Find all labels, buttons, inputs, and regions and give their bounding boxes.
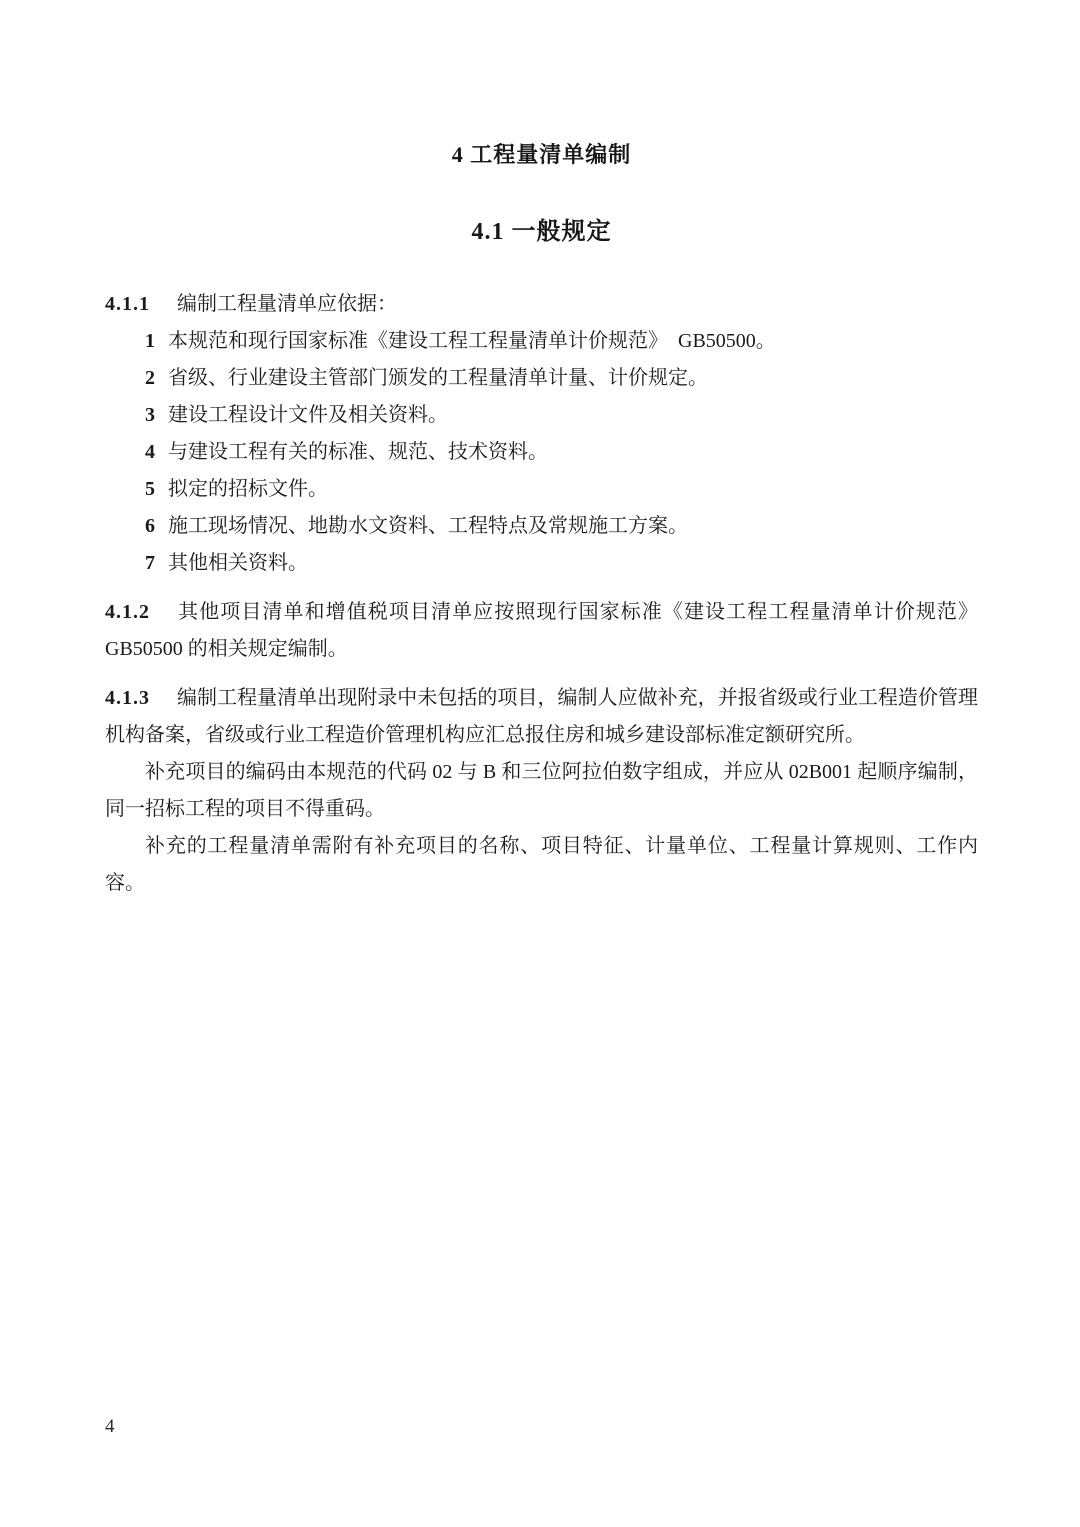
list-item-4	[105, 434, 978, 471]
list-item-6	[105, 508, 978, 545]
list-item-2-number: 2	[145, 367, 155, 389]
clause-4-1-1-number: 4.1.1	[105, 293, 150, 315]
list-item-6-text: 施工现场情况、地勘水文资料、工程特点及常规施工方案。	[168, 515, 688, 537]
list-item-1-number: 1	[145, 330, 155, 352]
page-number: 4	[105, 1416, 115, 1437]
list-item-4-number: 4	[145, 441, 155, 463]
list-item-5-number: 5	[145, 478, 155, 500]
list-item-3	[105, 397, 978, 434]
list-item-7-number: 7	[145, 552, 155, 574]
clause-4-1-3-paragraph-1: 补充项目的编码由本规范的代码 02 与 B 和三位阿拉伯数字组成，并应从 02B001 起顺序编制，同一招标工程的项目不得重码。	[105, 761, 978, 820]
body-text	[105, 286, 978, 902]
clause-4-1-1-list	[105, 323, 978, 582]
list-item-5	[105, 471, 978, 508]
list-item-2-text: 省级、行业建设主管部门颁发的工程量清单计量、计价规定。	[168, 367, 708, 389]
list-item-1-text: 本规范和现行国家标准《建设工程工程量清单计价规范》 GB50500。	[168, 330, 776, 352]
clause-4-1-3-paragraph-2: 补充的工程量清单需附有补充项目的名称、项目特征、计量单位、工程量计算规则、工作内容。	[105, 835, 978, 894]
list-item-5-text: 拟定的招标文件。	[168, 478, 328, 500]
list-item-7	[105, 545, 978, 582]
list-item-1	[105, 323, 978, 360]
list-item-2	[105, 360, 978, 397]
clause-4-1-3-number: 4.1.3	[105, 687, 150, 709]
section-title: 4.1 一般规定	[471, 219, 612, 245]
chapter-title: 4 工程量清单编制	[451, 142, 632, 167]
clause-4-1-3	[105, 680, 978, 754]
list-item-6-number: 6	[145, 515, 155, 537]
clause-4-1-1-text: 编制工程量清单应依据：	[177, 293, 397, 315]
clause-4-1-1	[105, 286, 978, 323]
list-item-3-number: 3	[145, 404, 155, 426]
clause-4-1-2-text: 其他项目清单和增值税项目清单应按照现行国家标准《建设工程工程量清单计价规范》GB50500 的相关规定编制。	[105, 601, 978, 660]
list-item-3-text: 建设工程设计文件及相关资料。	[168, 404, 448, 426]
clause-4-1-2-number: 4.1.2	[105, 601, 150, 623]
list-item-7-text: 其他相关资料。	[168, 552, 308, 574]
list-item-4-text: 与建设工程有关的标准、规范、技术资料。	[168, 441, 548, 463]
clause-4-1-2	[105, 594, 978, 668]
clause-4-1-3-text: 编制工程量清单出现附录中未包括的项目，编制人应做补充，并报省级或行业工程造价管理机构备案，省级或行业工程造价管理机构应汇总报住房和城乡建设部标准定额研究所。	[105, 687, 978, 746]
